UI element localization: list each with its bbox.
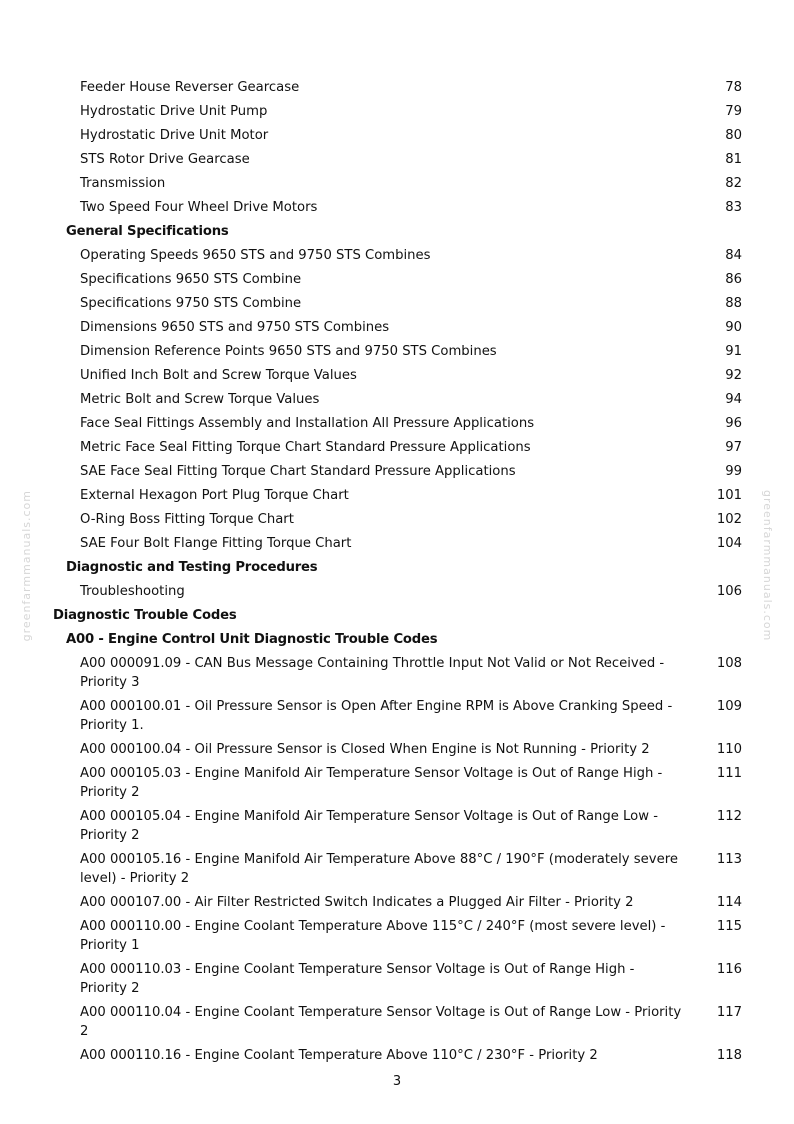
toc-entry-title: O-Ring Boss Fitting Torque Chart [80, 512, 294, 527]
toc-entry-title: A00 000110.03 - Engine Coolant Temperature Sensor Voltage is Out of Range High - Priority 2 [80, 962, 635, 996]
toc-entry-page: 99 [725, 464, 742, 479]
toc-entry[interactable] [0, 534, 794, 553]
toc-entry[interactable] [0, 654, 794, 692]
toc-entry[interactable] [0, 1046, 794, 1065]
toc-entry-page: 117 [716, 1005, 742, 1020]
toc-entry-title: Dimensions 9650 STS and 9750 STS Combines [80, 320, 390, 335]
toc-entry[interactable] [0, 510, 794, 529]
toc-entry[interactable] [0, 917, 794, 955]
toc-entry-page: 118 [716, 1048, 742, 1063]
toc-entry-page: 113 [716, 852, 742, 867]
watermark-left: greenfarmmanuals.com [20, 490, 33, 642]
toc-entry-page: 110 [716, 742, 742, 757]
toc-entry-title: A00 000110.16 - Engine Coolant Temperature Above 110°C / 230°F - Priority 2 [80, 1048, 598, 1063]
toc-entry-title: SAE Face Seal Fitting Torque Chart Standard Pressure Applications [80, 464, 516, 479]
toc-entry[interactable] [0, 342, 794, 361]
toc-entry-title: Troubleshooting [80, 584, 185, 599]
toc-entry[interactable] [0, 486, 794, 505]
toc-entry-title: Metric Face Seal Fitting Torque Chart Standard Pressure Applications [80, 440, 531, 455]
toc-section-heading [0, 630, 794, 649]
toc-entry-title: A00 000110.00 - Engine Coolant Temperature Above 115°C / 240°F (most severe level) - Priority 1 [80, 919, 666, 953]
toc-entry-title: Operating Speeds 9650 STS and 9750 STS Combines [80, 248, 431, 263]
toc-entry-page: 111 [716, 766, 742, 781]
toc-entry[interactable] [0, 850, 794, 888]
toc-entry-title: Hydrostatic Drive Unit Pump [80, 104, 268, 119]
toc-entry-title: Diagnostic and Testing Procedures [66, 560, 318, 575]
toc-section-heading [0, 606, 794, 625]
toc-entry-title: Unified Inch Bolt and Screw Torque Values [80, 368, 357, 383]
toc-entry[interactable] [0, 270, 794, 289]
toc-entry[interactable] [0, 366, 794, 385]
toc-entry-page: 94 [725, 392, 742, 407]
toc-entry[interactable] [0, 246, 794, 265]
toc-entry-page: 104 [716, 536, 742, 551]
toc-entry-page: 83 [725, 200, 742, 215]
toc-entry-page: 90 [725, 320, 742, 335]
toc-entry[interactable] [0, 390, 794, 409]
toc-section-heading [0, 558, 794, 577]
toc-entry-page: 102 [716, 512, 742, 527]
toc-entry-page: 82 [725, 176, 742, 191]
toc-entry[interactable] [0, 462, 794, 481]
toc-entry-title: Dimension Reference Points 9650 STS and 9750 STS Combines [80, 344, 497, 359]
toc-entry[interactable] [0, 1003, 794, 1041]
toc-entry-page: 108 [716, 656, 742, 671]
toc-entry[interactable] [0, 150, 794, 169]
toc-entry-title: A00 000100.04 - Oil Pressure Sensor is Closed When Engine is Not Running - Priority 2 [80, 742, 650, 757]
toc-entry-title: Hydrostatic Drive Unit Motor [80, 128, 269, 143]
toc-entry-title: Diagnostic Trouble Codes [53, 608, 237, 623]
toc-entry[interactable] [0, 294, 794, 313]
toc-entry-title: A00 000091.09 - CAN Bus Message Containing Throttle Input Not Valid or Not Received - Priority 3 [80, 656, 665, 690]
toc-entry-page: 96 [725, 416, 742, 431]
toc-entry-title: General Specifications [66, 224, 229, 239]
toc-entry-page: 79 [725, 104, 742, 119]
table-of-contents [0, 78, 794, 1070]
toc-entry-title: Metric Bolt and Screw Torque Values [80, 392, 320, 407]
toc-entry[interactable] [0, 102, 794, 121]
toc-entry-title: Face Seal Fittings Assembly and Installation All Pressure Applications [80, 416, 535, 431]
toc-entry[interactable] [0, 126, 794, 145]
toc-entry[interactable] [0, 893, 794, 912]
toc-entry-page: 80 [725, 128, 742, 143]
toc-entry-title: A00 - Engine Control Unit Diagnostic Trouble Codes [66, 632, 438, 647]
toc-entry[interactable] [0, 438, 794, 457]
toc-entry[interactable] [0, 414, 794, 433]
toc-entry-page: 91 [725, 344, 742, 359]
toc-entry[interactable] [0, 764, 794, 802]
toc-entry[interactable] [0, 807, 794, 845]
toc-entry-title: A00 000105.03 - Engine Manifold Air Temperature Sensor Voltage is Out of Range High - Priority 2 [80, 766, 663, 800]
toc-entry-title: Specifications 9650 STS Combine [80, 272, 302, 287]
toc-entry-page: 97 [725, 440, 742, 455]
toc-entry-title: A00 000107.00 - Air Filter Restricted Switch Indicates a Plugged Air Filter - Priority 2 [80, 895, 634, 910]
toc-entry[interactable] [0, 740, 794, 759]
toc-entry-page: 101 [716, 488, 742, 503]
toc-entry-page: 78 [725, 80, 742, 95]
toc-entry-title: A00 000100.01 - Oil Pressure Sensor is Open After Engine RPM is Above Cranking Speed - Priority 1. [80, 699, 673, 733]
toc-entry-page: 88 [725, 296, 742, 311]
toc-entry-title: A00 000105.04 - Engine Manifold Air Temperature Sensor Voltage is Out of Range Low - Priority 2 [80, 809, 658, 843]
toc-entry[interactable] [0, 198, 794, 217]
toc-entry-title: Transmission [80, 176, 166, 191]
toc-entry-page: 84 [725, 248, 742, 263]
watermark-right: greenfarmmanuals.com [761, 490, 774, 642]
toc-entry-page: 81 [725, 152, 742, 167]
toc-entry-title: STS Rotor Drive Gearcase [80, 152, 250, 167]
toc-entry-page: 114 [716, 895, 742, 910]
toc-entry-title: A00 000105.16 - Engine Manifold Air Temperature Above 88°C / 190°F (moderately severe level) - Priority 2 [80, 852, 678, 886]
toc-entry[interactable] [0, 318, 794, 337]
toc-entry[interactable] [0, 697, 794, 735]
toc-entry[interactable] [0, 960, 794, 998]
toc-entry-page: 116 [716, 962, 742, 977]
toc-entry-page: 92 [725, 368, 742, 383]
toc-entry-page: 109 [716, 699, 742, 714]
toc-section-heading [0, 222, 794, 241]
toc-entry-title: Two Speed Four Wheel Drive Motors [80, 200, 318, 215]
toc-entry-title: SAE Four Bolt Flange Fitting Torque Chart [80, 536, 352, 551]
toc-entry-title: External Hexagon Port Plug Torque Chart [80, 488, 349, 503]
toc-entry[interactable] [0, 582, 794, 601]
toc-entry-title: A00 000110.04 - Engine Coolant Temperature Sensor Voltage is Out of Range Low - Priority 2 [80, 1005, 682, 1039]
toc-entry-page: 106 [716, 584, 742, 599]
toc-entry[interactable] [0, 78, 794, 97]
toc-entry-page: 86 [725, 272, 742, 287]
toc-entry-page: 112 [716, 809, 742, 824]
toc-entry[interactable] [0, 174, 794, 193]
page-number: 3 [392, 1074, 402, 1089]
toc-entry-page: 115 [716, 919, 742, 934]
toc-entry-title: Feeder House Reverser Gearcase [80, 80, 300, 95]
toc-entry-title: Specifications 9750 STS Combine [80, 296, 302, 311]
